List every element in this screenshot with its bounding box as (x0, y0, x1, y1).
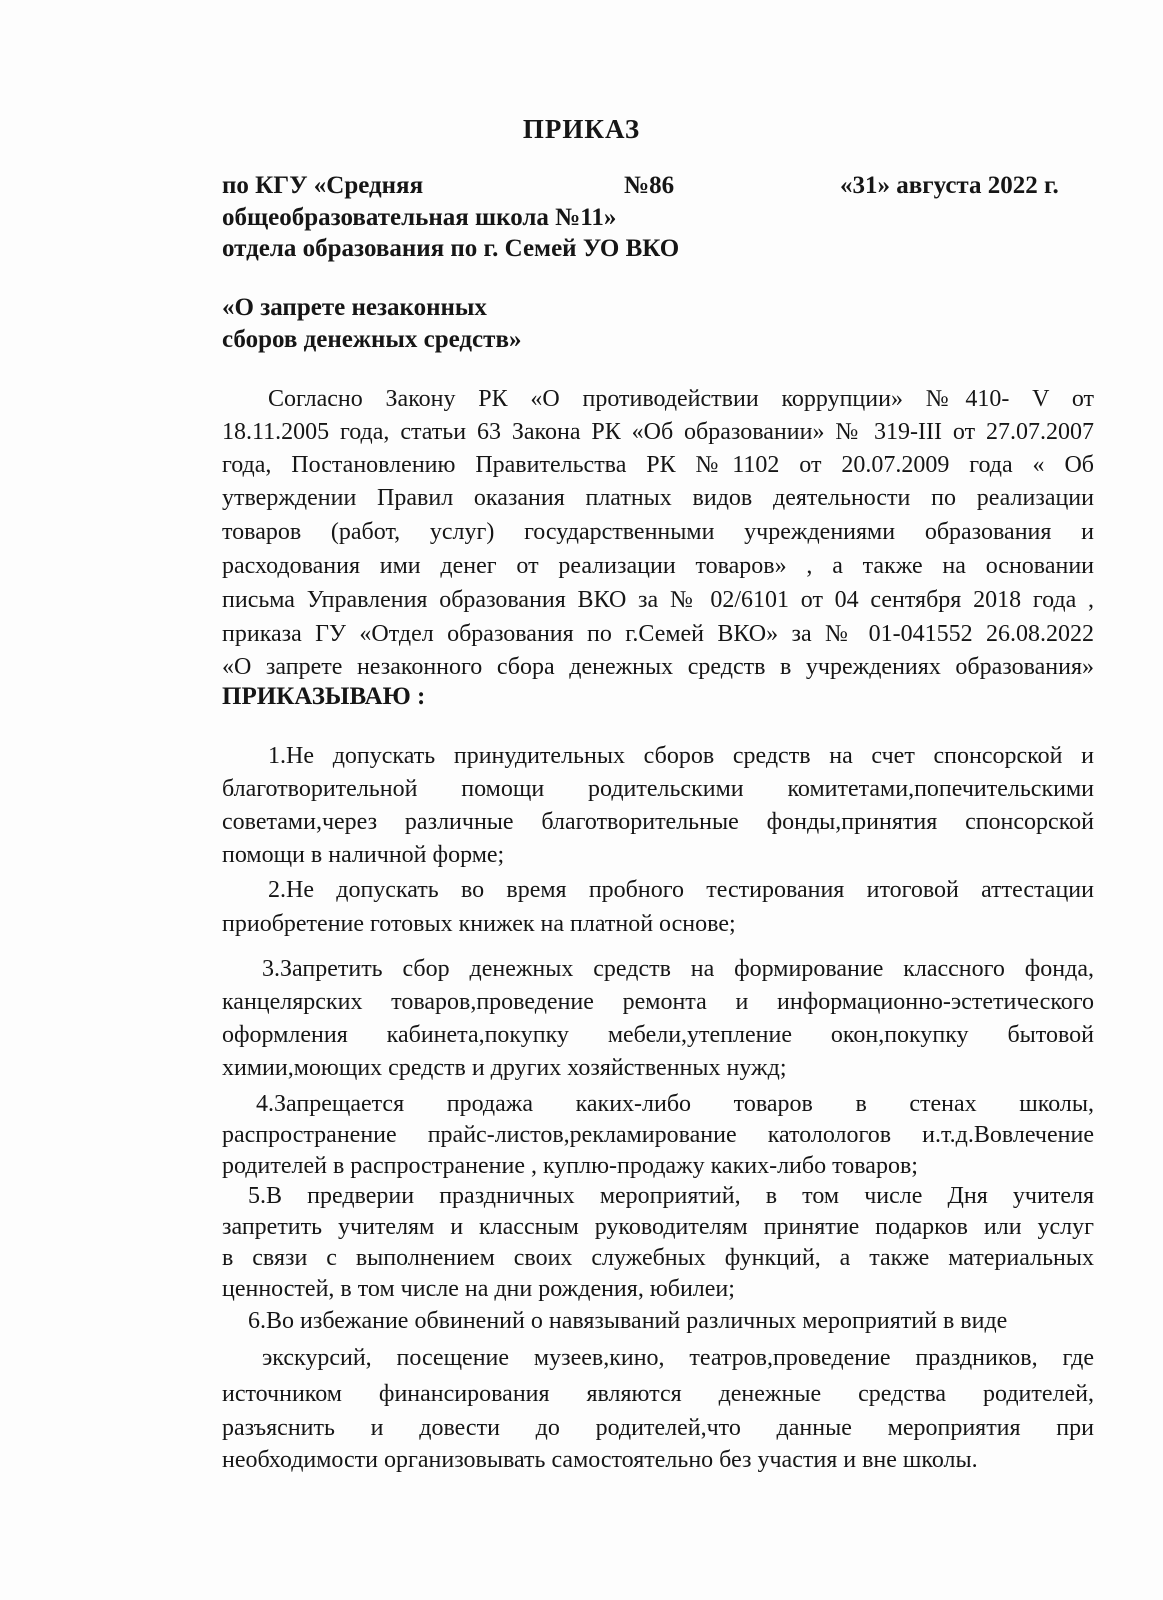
item-line: источником финансирования являются денежные средства родителей, (222, 1381, 1094, 1407)
preamble-line: письма Управления образования ВКО за № 02/6101 от 04 сентября 2018 года , (222, 587, 1094, 613)
document-title: ПРИКАЗ (522, 114, 641, 144)
preamble-line: 18.11.2005 года, статьи 63 Закона РК «Об образовании» № 319-III от 27.07.2007 (222, 419, 1094, 445)
item-line: канцелярских товаров,проведение ремонта и информационно-эстетического (222, 989, 1094, 1015)
item-line: в связи с выполнением своих служебных функций, а также материальных (222, 1245, 1094, 1271)
order-date: «31» августа 2022 г. (840, 172, 1059, 199)
preamble-line: Согласно Закону РК «О противодействии коррупции» №410- V от (268, 386, 1094, 412)
preamble-line: товаров (работ, услуг) государственными учреждениями образования и (222, 519, 1094, 545)
preamble-line: года, Постановлению Правительства РК №1102 от 20.07.2009 года « Об (222, 452, 1094, 478)
item-line: химии,моющих средств и других хозяйственных нужд; (222, 1055, 787, 1081)
item-line: советами,через различные благотворительные фонды,принятия спонсорской (222, 809, 1094, 835)
item-line: 1.Не допускать принудительных сборов средств на счет спонсорской и (268, 743, 1094, 769)
org-name-line-3: отдела образования по г. Семей УО ВКО (222, 235, 680, 262)
item-line: 4.Запрещается продажа каких-либо товаров в стенах школы, (256, 1091, 1094, 1117)
org-name-line-1: по КГУ «Средняя (222, 172, 424, 199)
item-line: родителей в распространение , куплю-продажу каких-либо товаров; (222, 1153, 918, 1179)
item-line: ценностей, в том числе на дни рождения, юбилеи; (222, 1276, 735, 1302)
preamble-line: «О запрете незаконного сбора денежных средств в учреждениях образования» (222, 654, 1094, 680)
subject-line-1: «О запрете незаконных (222, 294, 487, 321)
item-line: приобретение готовых книжек на платной основе; (222, 911, 736, 937)
item-line: 3.Запретить сбор денежных средств на формирование классного фонда, (262, 956, 1094, 982)
item-line: 2.Не допускать во время пробного тестирования итоговой аттестации (268, 877, 1094, 903)
subject-line-2: сборов денежных средств» (222, 326, 522, 353)
item-line: запретить учителям и классным руководителям принятие подарков или услуг (222, 1214, 1094, 1240)
org-name-line-2: общеобразовательная школа №11» (222, 204, 617, 231)
item-line: оформления кабинета,покупку мебели,утепление окон,покупку бытовой (222, 1022, 1094, 1048)
item-line: экскурсий, посещение музеев,кино, театров,проведение праздников, где (262, 1345, 1094, 1371)
item-line: 6.Во избежание обвинений о навязываний различных мероприятий в виде (248, 1308, 1008, 1334)
item-line: разъяснить и довести до родителей,что данные мероприятия при (222, 1415, 1094, 1441)
item-line: 5.В предверии праздничных мероприятий, в том числе Дня учителя (248, 1183, 1094, 1209)
item-line: необходимости организовывать самостоятельно без участия и вне школы. (222, 1447, 978, 1473)
order-word: ПРИКАЗЫВАЮ : (222, 683, 426, 710)
item-line: помощи в наличной форме; (222, 842, 505, 868)
item-line: распространение прайс-листов,рекламирование католологов и.т.д.Вовлечение (222, 1122, 1094, 1148)
order-number: №86 (624, 172, 675, 199)
preamble-line: утверждении Правил оказания платных видов деятельности по реализации (222, 485, 1094, 511)
preamble-line: расходования ими денег от реализации товаров» , а также на основании (222, 553, 1094, 579)
preamble-line: приказа ГУ «Отдел образования по г.Семей ВКО» за № 01-041552 26.08.2022 (222, 621, 1094, 647)
item-line: благотворительной помощи родительскими комитетами,попечительскими (222, 776, 1094, 802)
